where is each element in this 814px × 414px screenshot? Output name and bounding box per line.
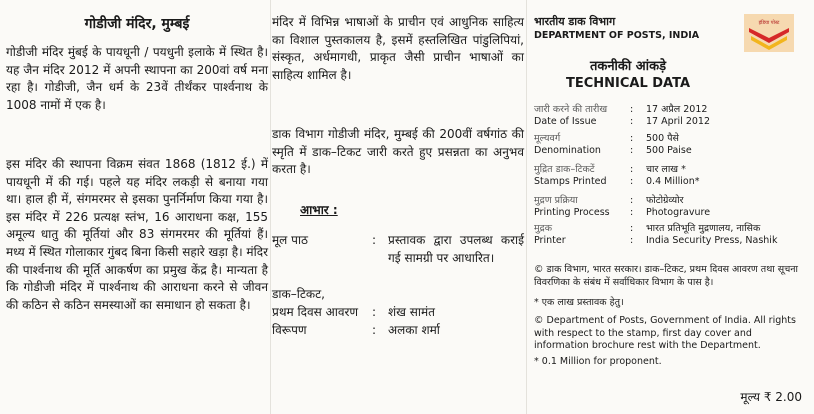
value: 17 April 2012 xyxy=(646,116,711,127)
colon: : xyxy=(630,195,634,206)
panel-history xyxy=(6,0,268,312)
value: Photogravure xyxy=(646,207,711,218)
india-post-logo xyxy=(736,6,802,58)
department-name: DEPARTMENT OF POSTS, INDIA xyxy=(534,30,700,41)
paragraph-issue: डाक विभाग गोडीजी मंदिर, मुम्बई की 200वीं वर्षगांठ की स्मृति में डाक–टिकट जारी करते हुए प्रसन्नता का अनुभव करता है। xyxy=(272,127,524,177)
ack-value: प्रस्तावक द्वारा उपलब्ध कराई गई सामग्री पर आधारित। xyxy=(388,233,524,265)
panel-technical-data xyxy=(528,0,808,414)
fold-line xyxy=(270,0,271,414)
ack-label: विरूपण xyxy=(272,323,307,337)
value-hindi: 17 अप्रैल 2012 xyxy=(646,104,708,115)
value: 500 Paise xyxy=(646,145,692,156)
paragraph-library: मंदिर में विभिन्न भाषाओं के प्राचीन एवं आधुनिक साहित्य का विशाल पुस्तकालय है, इसमें हस्तलिखित पांडुलिपियां, संस्कृत, अर्धमागधी, प्राकृत जैसी प्राचीन भाषाओं का साहित्य शामिल है। xyxy=(272,15,524,82)
ack-sep: : xyxy=(372,233,377,247)
ack-label: डाक–टिकट, xyxy=(272,287,325,301)
ack-value: शंख सामंत xyxy=(388,305,436,319)
fold-line xyxy=(526,0,527,414)
ack-label: प्रथम दिवस आवरण xyxy=(272,305,359,319)
colon: : xyxy=(630,235,634,246)
value-hindi: फोटोग्रेव्योर xyxy=(646,195,684,206)
value-hindi: भारत प्रतिभूति मुद्रणालय, नासिक xyxy=(646,223,761,234)
paragraph-history: इस मंदिर की स्थापना विक्रम संवत 1868 (1812 ई.) में पायधूनी में की गई। पहले यह मंदिर लकड़ी से बनाया गया था। हाल ही में, संगमरमर से इसका पुनर्निर्माण किया गया है। इस मंदिर में 226 प्रत्यक्ष स्तंभ, 16 आराधना कक्ष, 155 अमूल्य धातु की मूर्तियां और 83 संगमरमर की मूर्तियां हैं। मध्य में स्थित गोलाकार गुंबद बिना किसी सहारे खड़ा है। मंदिर की पार्श्वनाथ की मूर्ति आकर्षण का प्रमुख केंद्र है। मान्यता है कि गोडीजी मंदिर में पार्श्वनाथ की आराधना करने से जीवन की कठिन से कठिन समस्याओं का समाधान हो सकता है। xyxy=(6,157,268,312)
colon: : xyxy=(630,176,634,187)
price-label: मूल्य ₹ 2.00 xyxy=(740,390,802,404)
footnote: * 0.1 Million for proponent. xyxy=(534,356,662,367)
label: Printer xyxy=(534,235,566,246)
copyright-hindi: © डाक विभाग, भारत सरकार। डाक–टिकट, प्रथम दिवस आवरण तथा सूचना विवरणिका के संबंध में सर्वाधिकार विभाग के पास है। xyxy=(534,264,798,288)
page-title: गोडीजी मंदिर, मुम्बई xyxy=(84,16,190,32)
paragraph-intro: गोडीजी मंदिर मुंबई के पायधूनी / पयधुनी इलाके में स्थित है। यह जैन मंदिर 2012 में अपनी स्थापना का 200वां वर्ष मना रहा है। गोडीजी, जैन धर्म के 23वें तीर्थंकर पार्श्वनाथ के 1008 नामों में एक है। xyxy=(6,45,268,112)
label-hindi: मूल्यवर्ग xyxy=(534,133,561,144)
colon: : xyxy=(630,133,634,144)
department-name-hindi: भारतीय डाक विभाग xyxy=(534,15,616,28)
technical-data-heading-hindi: तकनीकी आंकड़े xyxy=(589,59,667,74)
value-hindi: चार लाख * xyxy=(646,164,686,175)
copyright: © Department of Posts, Government of India. All rights with respect to the stamp, first day cover and information brochure rest with the Department. xyxy=(534,315,796,351)
value: 0.4 Million* xyxy=(646,176,700,187)
ack-sep: : xyxy=(372,305,377,319)
label-hindi: मुद्रण प्रक्रिया xyxy=(534,195,578,206)
colon: : xyxy=(630,116,634,127)
colon: : xyxy=(630,104,634,115)
label: Printing Process xyxy=(534,207,610,218)
label-hindi: मुद्रित डाक–टिकटें xyxy=(534,164,595,175)
ack-value: अलका शर्मा xyxy=(388,323,440,337)
footnote-hindi: * एक लाख प्रस्तावक हेतु। xyxy=(534,297,624,308)
colon: : xyxy=(630,164,634,175)
logo-text: इंडिया पोस्ट xyxy=(758,20,780,26)
label-hindi: मुद्रक xyxy=(534,223,553,234)
technical-data-heading: TECHNICAL DATA xyxy=(565,76,691,91)
label: Date of Issue xyxy=(534,116,597,127)
ack-sep: : xyxy=(372,323,377,337)
value: India Security Press, Nashik xyxy=(646,235,778,246)
label: Stamps Printed xyxy=(534,176,607,187)
value-hindi: 500 पैसे xyxy=(646,133,679,144)
ack-label: मूल पाठ xyxy=(272,233,309,247)
colon: : xyxy=(630,223,634,234)
label-hindi: जारी करने की तारीख xyxy=(534,104,608,115)
label: Denomination xyxy=(534,145,601,156)
colon: : xyxy=(630,207,634,218)
acknowledgement-heading: आभार : xyxy=(300,203,338,217)
colon: : xyxy=(630,145,634,156)
